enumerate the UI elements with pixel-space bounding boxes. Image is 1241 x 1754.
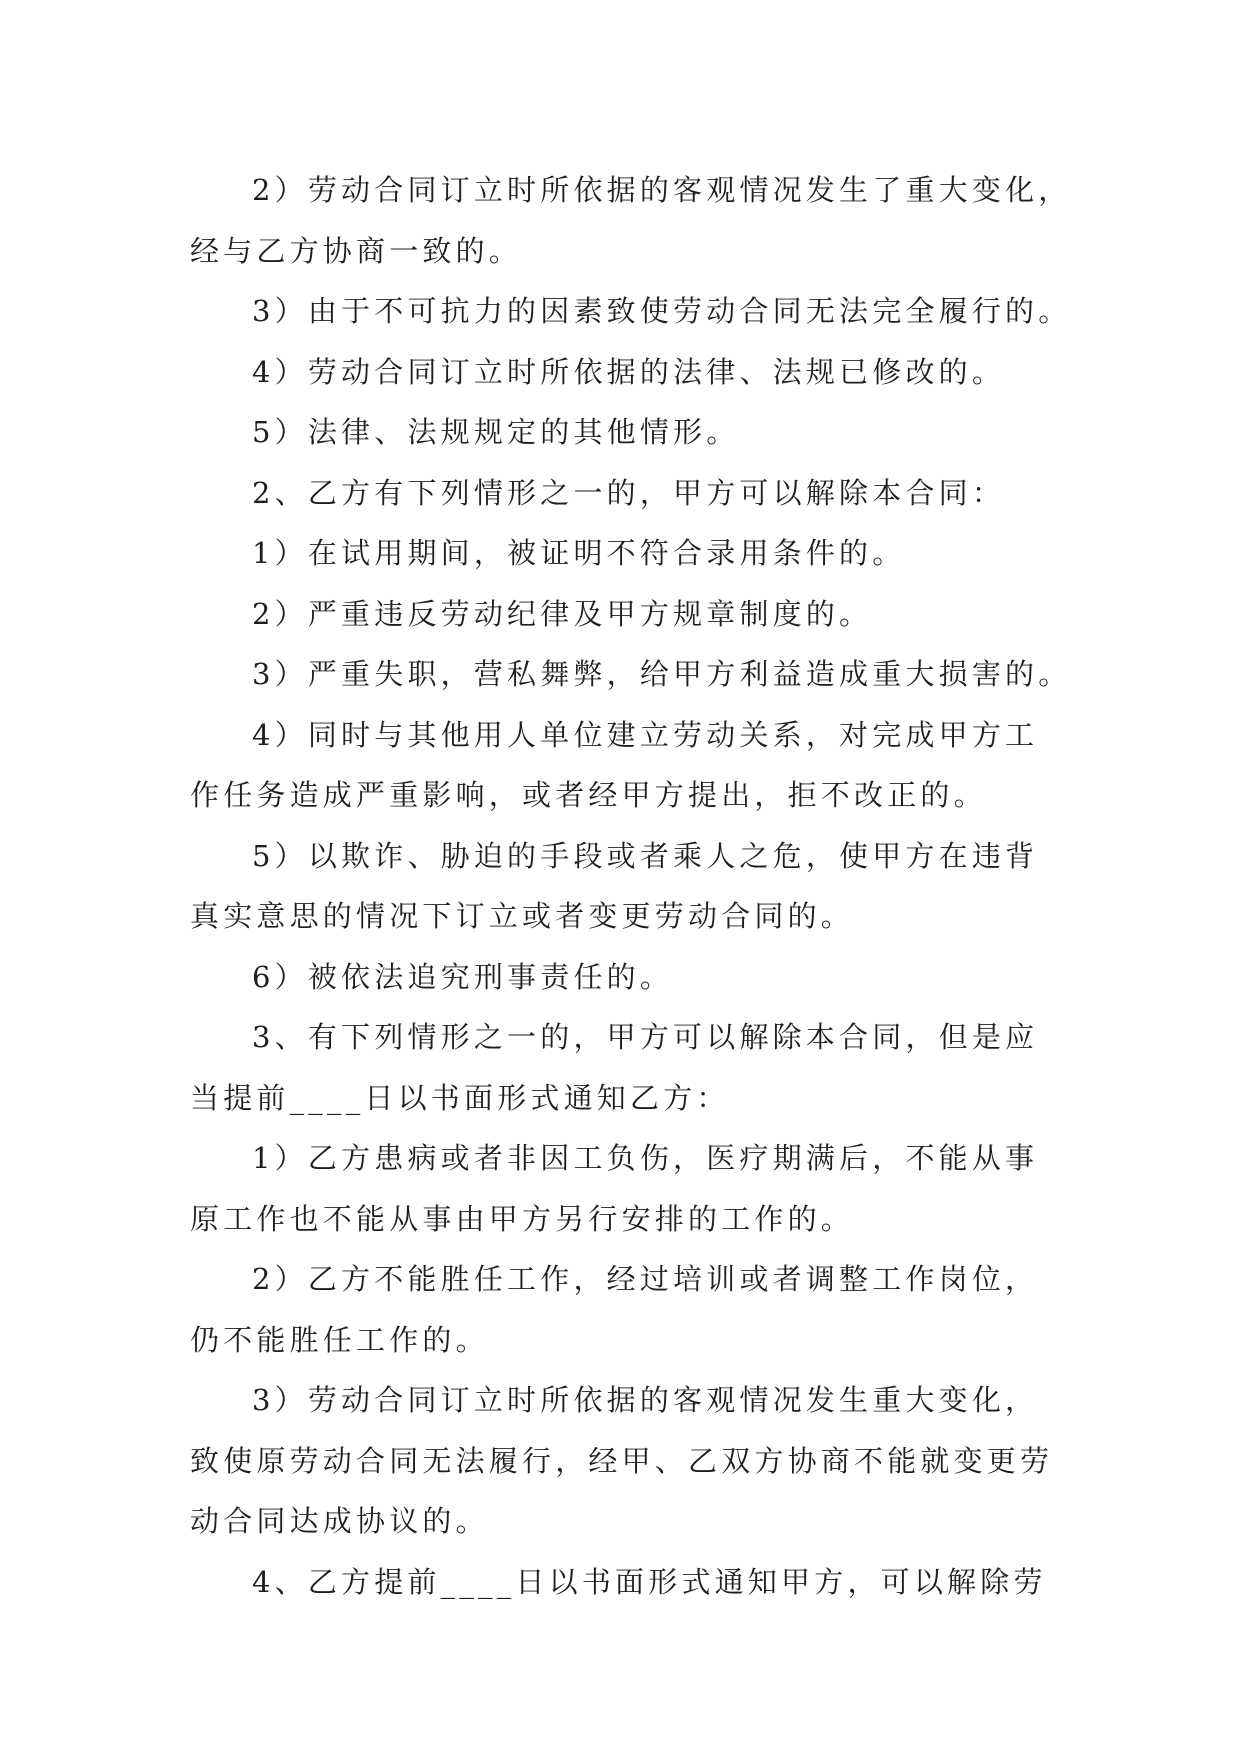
text-line: 1）在试用期间，被证明不符合录用条件的。 xyxy=(252,536,906,570)
text-line: 3、有下列情形之一的，甲方可以解除本合同，但是应 xyxy=(252,1020,1039,1054)
text-line: 3）劳动合同订立时所依据的客观情况发生重大变化， xyxy=(252,1383,1039,1417)
text-line: 2）乙方不能胜任工作，经过培训或者调整工作岗位， xyxy=(252,1262,1039,1296)
text-line: 6）被依法追究刑事责任的。 xyxy=(252,959,674,994)
text-line: 3）由于不可抗力的因素致使劳动合同无法完全履行的。 xyxy=(252,294,1072,328)
text-line: 4）劳动合同订立时所依据的法律、法规已修改的。 xyxy=(252,354,1006,389)
contract-text xyxy=(190,160,1070,1612)
text-line: 经与乙方协商一致的。 xyxy=(190,233,523,268)
text-line: 当提前____日以书面形式通知乙方： xyxy=(190,1080,730,1115)
text-line: 2）严重违反劳动纪律及甲方规章制度的。 xyxy=(252,596,873,631)
text-line: 2、乙方有下列情形之一的，甲方可以解除本合同： xyxy=(252,475,1006,510)
text-line: 3）严重失职，营私舞弊，给甲方利益造成重大损害的。 xyxy=(252,657,1072,691)
text-line: 原工作也不能从事由甲方另行安排的工作的。 xyxy=(190,1201,855,1236)
text-line: 仍不能胜任工作的。 xyxy=(190,1322,489,1357)
text-line: 2）劳动合同订立时所依据的客观情况发生了重大变化， xyxy=(252,173,1072,207)
text-line: 1）乙方患病或者非因工负伤，医疗期满后，不能从事 xyxy=(252,1141,1039,1175)
text-line: 作任务造成严重影响，或者经甲方提出，拒不改正的。 xyxy=(190,778,987,812)
text-line: 4、乙方提前____日以书面形式通知甲方，可以解除劳 xyxy=(252,1564,1047,1599)
text-line: 致使原劳动合同无法履行，经甲、乙双方协商不能就变更劳 xyxy=(190,1443,1054,1478)
text-line: 动合同达成协议的。 xyxy=(190,1504,489,1538)
text-line: 5）以欺诈、胁迫的手段或者乘人之危，使甲方在违背 xyxy=(252,838,1039,873)
text-line: 5）法律、法规规定的其他情形。 xyxy=(252,415,740,449)
text-line: 真实意思的情况下订立或者变更劳动合同的。 xyxy=(190,899,855,933)
text-line: 4）同时与其他用人单位建立劳动关系，对完成甲方工 xyxy=(252,717,1039,752)
